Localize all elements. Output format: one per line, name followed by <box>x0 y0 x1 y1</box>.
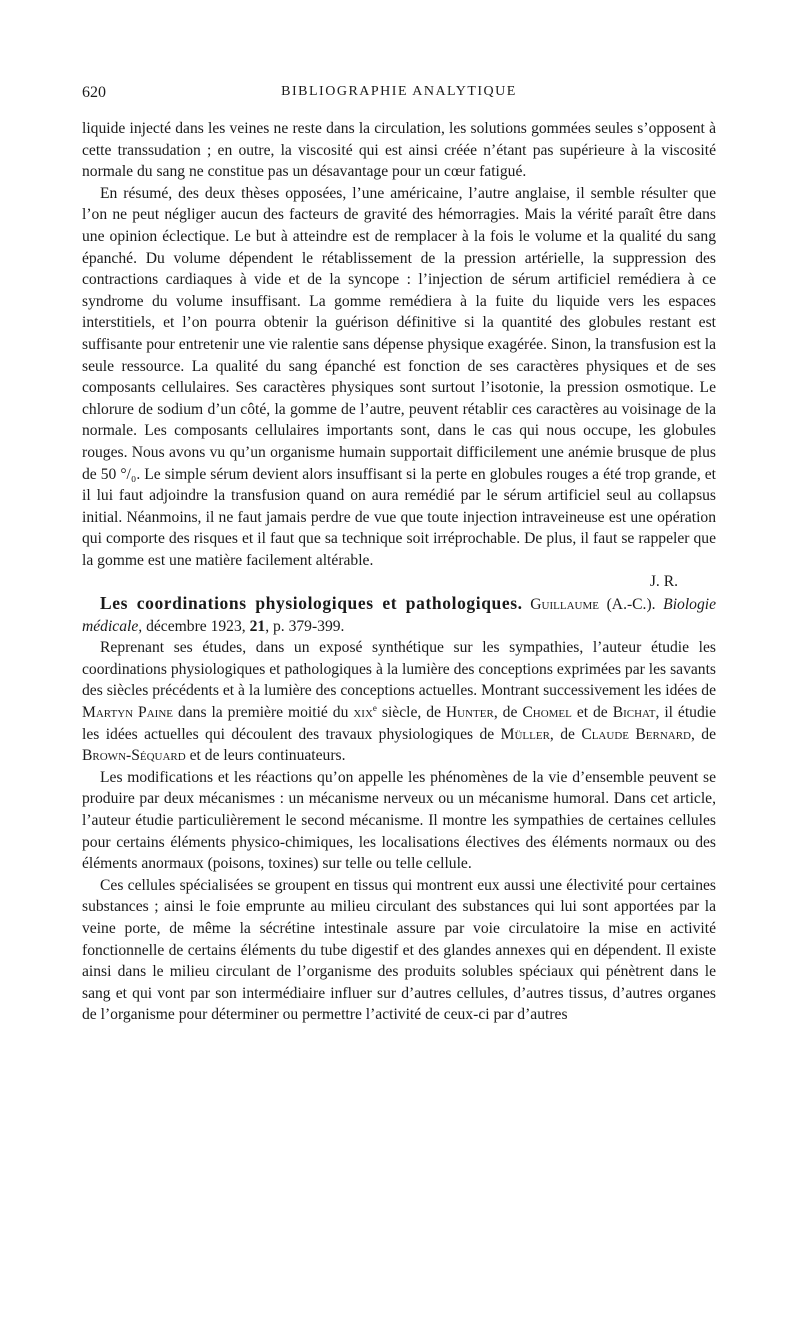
running-head <box>82 84 716 106</box>
text-run: , de <box>549 725 575 743</box>
text-run: Reprenant ses études, dans un exposé synthétique sur les sympathies, l’auteur étudie les coordinations physiologiques et pathologiques à la lumière des conceptions exprimées par les savants des siècles précédents et à la lumière des conceptions actuelles. Montrant successivement les idées de <box>82 639 716 700</box>
citation-pages: , p. 379-399. <box>265 617 345 635</box>
article-author: Guillaume <box>530 596 599 614</box>
paragraph: Ces cellules spécialisées se groupent en tissus qui montrent eux aussi une électivité pour certaines substances ; ainsi le foie emprunte au milieu circulant des substances qui lui sont apportées par la veine porte, de même la sécrétine intestinale assure par voie circulatoire la mise en activité fonctionnelle de certains éléments du tube digestif et des glandes annexes qui en dépendent. Il existe ainsi dans le milieu circulant de l’organisme des produits solubles spéciaux qui pénètrent dans le sang et qui vont par son intermédiaire influer sur d’autres cellules, d’autres tissus, d’autres organes de l’organisme pour déterminer ou permettre l’activité de ceux-ci par d’autres <box>82 876 716 1024</box>
article-heading <box>82 593 716 637</box>
cited-author: Chomel <box>522 704 572 722</box>
superscript: e <box>372 702 377 713</box>
text-run: et de leurs continuateurs. <box>189 747 346 765</box>
paragraph <box>82 637 716 767</box>
text-run: , il étudie les idées actuelles qui découlent des travaux physiologiques de <box>82 704 717 743</box>
text-run: et de <box>576 704 608 722</box>
text-run: dans la première moitié du <box>177 704 349 722</box>
text-run: , de <box>691 725 716 743</box>
cited-author: Claude Bernard <box>581 725 691 743</box>
cited-author: Bichat <box>612 704 656 722</box>
paragraph: Les modifications et les réactions qu’on appelle les phénomènes de la vie d’ensemble peuvent se produire par deux mécanismes : un mécanisme nerveux ou un mécanisme humoral. Dans cet article, l’auteur étudie particulièrement le second mécanisme. Il montre les sympathies de certaines cellules pour certains éléments physico-chimiques, les localisations électives des éléments normaux ou des éléments anormaux (poisons, toxines) sur telle ou telle cellule. <box>82 768 716 873</box>
cited-author: Hunter <box>445 704 494 722</box>
article-title: Les coordinations physiologiques et pathologiques. <box>100 593 523 614</box>
century-numeral: xix <box>353 704 373 722</box>
review-signature: J. R. <box>649 573 678 591</box>
journal-name: Biologie médicale, <box>82 596 717 635</box>
citation-volume: 21 <box>249 617 266 635</box>
paragraph: En résumé, des deux thèses opposées, l’une américaine, l’autre anglaise, il semble résulter que l’on ne peut négliger aucun des facteurs de gravité des hémorragies. Mais la vérité paraît être dans une opinion éclectique. Le but à atteindre est de remplacer à la fois le volume et la qualité du sang épanché. Du volume dépendent le rétablissement de la pression artérielle, la suppression des contractions cardiaques à vide et de la syncope : l’injection de sérum artificiel remédiera à ce syndrome du volume insuffisant. La gomme remédiera à la fuite du liquide vers les espaces interstitiels, et l’on pourra obtenir la guérison définitive si la quantité des globules restant est suffisante pour entretenir une vie ralentie sans dépense physique exagérée. Sinon, la transfusion est la seule ressource. La qualité du sang épanché est fonction de ses caractères physiques et de ses composants cellulaires. Ses caractères physiques sont surtout l’isotonie, la pression osmotique. Le chlorure de sodium d’un côté, la gomme de l’autre, peuvent rétablir ces caractères au voisinage de la normale. Les composants cellulaires importants sont, dans le cas qui nous occupe, les globules rouges. Nous avons vu qu’un organisme humain supportait difficilement une anémie brusque de plus de 50 °/₀. Le simple sérum devient alors insuffisant si la perte en globules rouges a été trop grande, et il lui faut adjoindre la transfusion quand on aura remédié par le sérum artificiel seul au collapsus initial. Néanmoins, il ne faut jamais perdre de vue que toute injection intraveineuse est une opération qui comporte des risques et il faut que sa technique soit irréprochable. De plus, il faut se rappeler que la gomme est une matière facilement altérable. <box>82 184 716 569</box>
cited-author: Martyn Paine <box>82 704 173 722</box>
running-title: BIBLIOGRAPHIE ANALYTIQUE <box>281 84 517 99</box>
paragraph: liquide injecté dans les veines ne reste dans la circulation, les solutions gommées seules s’opposent à cette transsudation ; en outre, la viscosité qui est ainsi créée n’étant pas supérieure à la viscosité normale du sang ne constitue pas un désavantage pour un cœur fatigué. <box>82 120 716 181</box>
page-number: 620 <box>82 84 106 101</box>
text-run: siècle, de <box>381 704 441 722</box>
author-initials: (A.-C.). <box>606 596 656 614</box>
cited-author: Brown-Séquard <box>82 747 186 765</box>
citation-date: décembre 1923, <box>146 617 246 635</box>
cited-author: Müller <box>500 725 550 743</box>
text-run: , de <box>493 704 518 722</box>
page-body <box>82 118 716 1026</box>
